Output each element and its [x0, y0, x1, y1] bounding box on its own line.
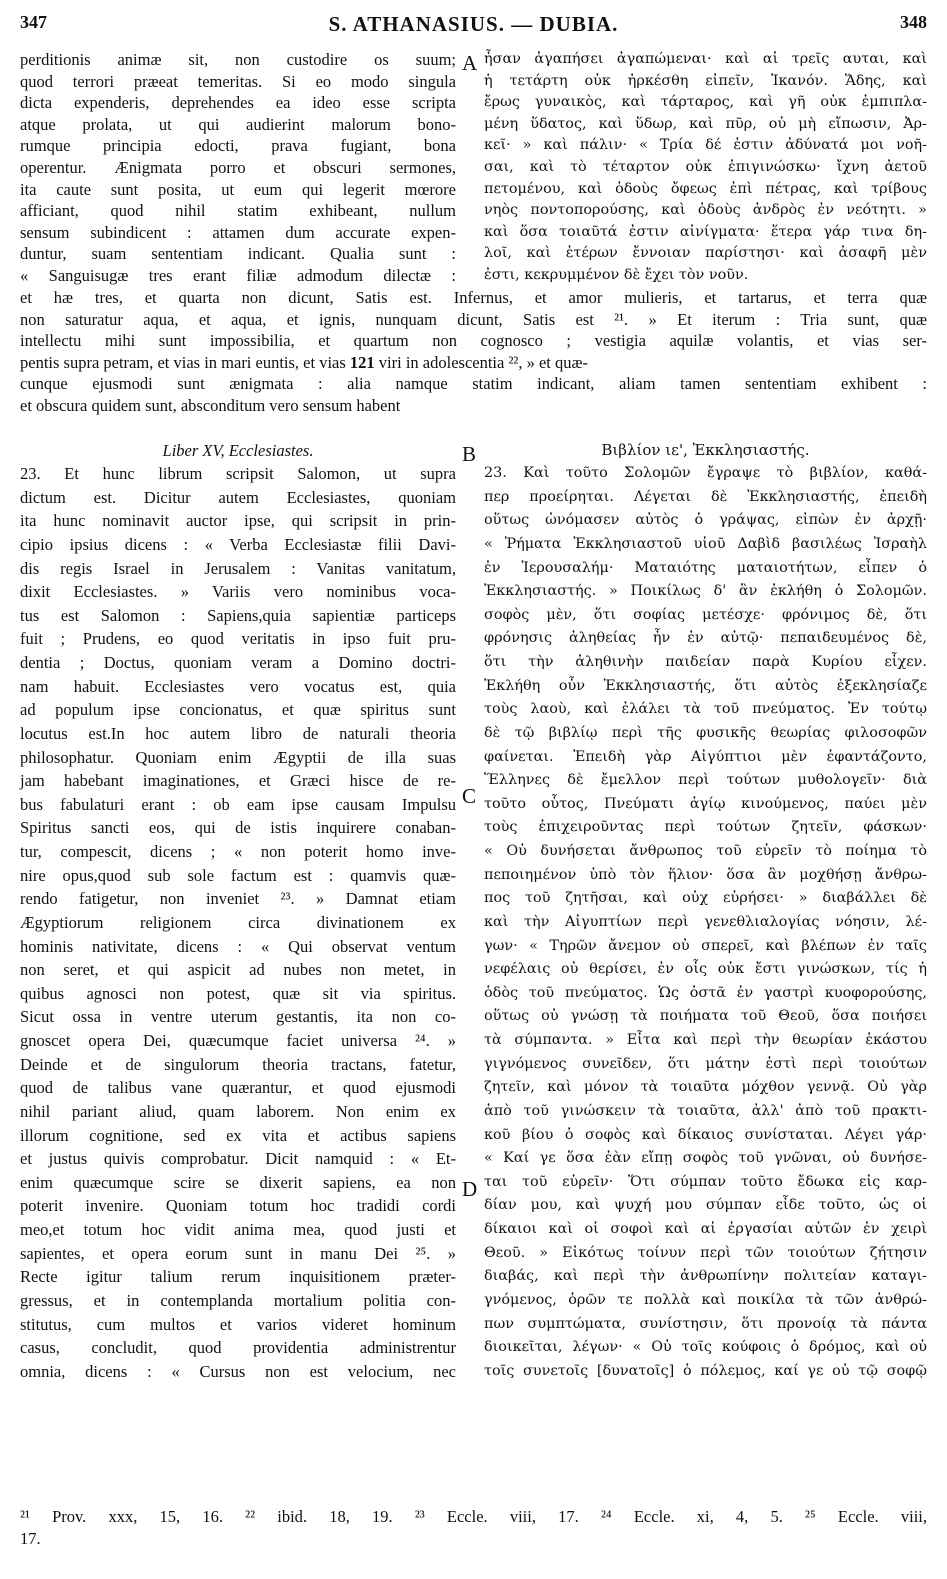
text-line: [20, 352, 927, 374]
text-line: enim quæcumque scire se dixerit sapiens, ea non: [20, 1172, 456, 1192]
text-line: σαι, καὶ τὸ τέταρτον οὐκ ἐπιγινώσκω· ἴχνη ἀετοῦ: [484, 158, 927, 175]
text-line: κοῦ βίου ὁ σοφὸς καὶ δίκαιος συνίσταται. Λέγει γάρ·: [484, 1126, 927, 1143]
text-line: tur, compescit, dicens ; « non poterit homo inve-: [20, 842, 456, 861]
text-line: τοὺς λαοὺ, καὶ ἐλάλει τὰ τοῦ πνεύματος. Ἐν τούτῳ: [484, 701, 927, 718]
text-line: νεφέλαις οὐ θερίσει, ἐν οἷς οὐκ ἔστι γινώσκων, τίς ἡ: [484, 961, 927, 978]
text-line: non seret, et qui aspicit ad nubes non metet, in: [20, 960, 456, 980]
text-line: Ἐκλήθη οὖν Ἐκκλησιαστής, ὅτι αὐτὸς ἐξεκλησίαζε: [484, 677, 927, 694]
text-line: dixit Ecclesiastes. » Variis vero nominibus voca-: [20, 582, 456, 602]
text-line: quod terrori præeat temeritas. Si eo modo singula: [20, 71, 456, 91]
latin-section-title: Liber XV, Ecclesiastes.: [162, 441, 314, 460]
text-line: locutus est.In hoc autem libro de naturali theoria: [20, 723, 456, 743]
text-line: dentia ; Doctus, quoniam veram a Domino doctri-: [20, 653, 456, 672]
text-line: tus est Salomon : Sapiens,quia sapientiæ particeps: [20, 605, 456, 625]
text-line: et obscura quidem sunt, absconditum vero sensum habent: [20, 395, 401, 415]
text-line: stitutus, cum multos et varios videret hominum: [20, 1314, 456, 1334]
text-line: Ἕλληνες δὲ ἔμελλον περὶ τούτων μυθολογεῖν· διὰ: [484, 772, 927, 789]
text-line: gressus, et in contemplanda mortalium politia con-: [20, 1290, 456, 1310]
text-line: perditionis animæ sit, non custodire os suum;: [20, 50, 456, 69]
text-line: πος τοῦ ζητῆσαι, καὶ οὐχ εὑρήσει· » διαβάλλει δὲ: [484, 890, 927, 907]
text-line: bus fabulaturi erant : ob eam ipse causam Impulsu: [20, 794, 456, 814]
text-line: atque prolata, ut qui audierint malorum bono-: [20, 114, 456, 134]
text-line: « Καί γε ὅσα ἐὰν εἴπῃ σοφὸς τοῦ γνῶναι, οὐ δυνήσε-: [484, 1150, 927, 1167]
greek-column-a: [484, 49, 927, 287]
running-title: S. ATHANASIUS. — DUBIA.: [328, 12, 619, 36]
footnote-line: 17.: [20, 1529, 41, 1548]
text-line: intellectu mihi sunt impossibilia, et quartum non cognosco ; vestigia aquilæ volantis, et vias ser-: [20, 331, 927, 351]
page-header: [20, 12, 927, 42]
text-line: ζητεῖν, καὶ μόνον τὰ τοιαῦτα μόχθον γεννᾷ. Οὐ γὰρ: [484, 1079, 927, 1096]
text-line: nihil pariant aliud, quam laborem. Non enim ex: [20, 1101, 456, 1121]
text-line: λοῖ, καὶ ἑτέρων ἔννοιαν παρίστησι· καὶ ἀσαφῆ μὲν: [484, 245, 927, 262]
text-line: rendo fatigetur, non inveniet ²³. » Damnat etiam: [20, 889, 456, 909]
text-line: rumque principia edocti, prava fugiant, bona: [20, 136, 456, 156]
text-line: φρόνησις ἀληθείας ἦν ἐν αὐτῷ· πεπαιδευμένος δὲ,: [484, 630, 927, 647]
text-line: μένη ὕδατος, καὶ ὕδωρ, καὶ πῦρ, οὐ μὴ εἴπωσιν, Ἀρ-: [484, 115, 927, 132]
text-line: poterit invenire. Quoniam totum hoc tradidi cordi: [20, 1196, 456, 1216]
text-line: πεποιημένον ὑπὸ τὸν ἥλιον· ὅσα ἂν μοχθήσῃ ἄνθρω-: [484, 866, 927, 883]
text-line: operentur. Ænigmata porro et obscuri sermones,: [20, 157, 456, 177]
text-line: ad populum ipse concionatus, et quæ spiritus sunt: [20, 700, 456, 720]
text-line: Sicut ossa in ventre uterum gestantis, ita non co-: [20, 1007, 456, 1027]
column-number: 121: [349, 352, 375, 372]
text-fragment: viri in adolescentia ²², » et quæ-: [378, 352, 589, 372]
text-line: cunque ejusmodi sunt ænigmata : alia namque statim indicant, aliam tamen sententiam exhibent :: [20, 374, 927, 394]
text-line: οὕτως ὠνόμασεν αὐτὸς ὁ γράψας, εἰπὼν ἐν ἀρχῇ·: [484, 512, 927, 529]
text-line: philosophatur. Quoniam enim Ægyptii de illa suas: [20, 747, 456, 767]
text-line: Recte igitur talium rerum inquisitionem præter-: [20, 1267, 456, 1287]
text-line: Deinde et de singulorum theoria tractans, fatetur,: [20, 1054, 456, 1074]
latin-column-a: [20, 49, 456, 287]
text-line: νηὸς ποντοπορούσης, καὶ ὁδοὺς ἀνδρὸς ἐν νεότητι. »: [484, 202, 927, 219]
text-line: meo,et totum hoc vidit anima mea, quod justi et: [20, 1220, 456, 1239]
page-number-left: 347: [20, 12, 47, 32]
text-line: τοῦτο οὗτος, Πνεύματι ἁγίῳ κινούμενος, παύει μὲν: [484, 795, 927, 812]
text-line: πων συμπτώματα, συνίστησιν, ὅτι προνοίᾳ τὰ πάντα: [484, 1315, 927, 1332]
text-line: ἐν Ἱερουσαλήμ· Ματαιότης ματαιοτήτων, εἶπεν ὁ: [484, 559, 927, 576]
text-line: Θεοῦ. » Εἰκότως τοίνυν περὶ τῶν τοιούτων ζήτησιν: [484, 1244, 927, 1261]
text-line: « Οὐ δυνήσεται ἄνθρωπος τοῦ εὑρεῖν τὸ ποίημα τὸ: [484, 843, 927, 859]
text-line: et justus quivis comprobatur. Dicit namquid : « Et-: [20, 1149, 456, 1169]
greek-section-title: Βιβλίον ιε', Ἐκκλησιαστής.: [601, 441, 810, 459]
text-line: σοφὸς μὲν, ὅτι σοφίας μετέσχε· φρόνιμος δὲ, ὅτι: [484, 606, 927, 623]
text-line: duntur, suam sententiam indicant. Qualia sunt :: [20, 244, 456, 264]
text-line: ita hunc nominavit auctor ipse, qui scripsit in prin-: [20, 511, 456, 531]
text-line: sensum subindicent : attamen dum accurate expen-: [20, 222, 456, 242]
text-line: « Sanguisugæ tres erant filiæ admodum dilectæ :: [20, 265, 456, 285]
page-number-right: 348: [900, 12, 927, 32]
text-line: ἦσαν ἀγαπήσει ἀγαπώμεναι· καὶ αἱ τρεῖς αυται, καὶ: [484, 51, 927, 67]
text-line: 23. Καὶ τοῦτο Σολομῶν ἔγραψε τὸ βιβλίον, καθά-: [484, 465, 927, 481]
text-line: jam habebant imaginationes, et Græci hisce de re-: [20, 771, 456, 791]
text-line: ὁδὸς τοῦ πνεύματος. Ὡς ὀστᾶ ἐν γαστρὶ κυοφορούσης,: [484, 984, 927, 1001]
text-line: hominis nativitate, dicens : « Qui observat ventum: [20, 936, 456, 956]
text-line: et hæ tres, et quarta non dicunt, Satis est. Infernus, et amor mulieris, et tartarus, et terra quæ: [20, 288, 927, 307]
text-line: « Ῥήματα Ἐκκλησιαστοῦ υἱοῦ Δαβὶδ βασιλέως Ἰσραὴλ: [484, 535, 927, 552]
text-line: omnia, dicens : « Cursus non est velocium, nec: [20, 1361, 456, 1381]
latin-column-b: [20, 462, 456, 1383]
text-line: casus, concludit, quod providentia administrentur: [20, 1338, 456, 1358]
text-line: κεῖ· » καὶ πάλιν· « Τρία δέ ἐστιν ἀδύνατά μοι νοῆ-: [484, 137, 927, 154]
footnotes: [20, 1506, 927, 1550]
text-line: γων· « Τηρῶν ἄνεμον οὐ σπερεῖ, καὶ βλέπων ἐν ταῖς: [484, 937, 927, 954]
text-line: καὶ ὅσα τοιαῦτά ἐστιν αἰνίγματα· ἕτερα γάρ τινα δη-: [484, 223, 927, 240]
text-line: Ἐκκλησιαστής. » Ποικίλως δ' ἂν ἐκλήθη ὁ Σολομῶν.: [484, 583, 927, 600]
text-line: τὰ σύμπαντα. » Εἶτα καὶ περὶ τὴν θεωρίαν ἑκάστου: [484, 1032, 927, 1048]
greek-column-b: [484, 462, 927, 1383]
text-line: ται τοῦ εὑρεῖν· Ὅτι σύμπαν τοῦτο ἔδωκα εἰς καρ-: [484, 1173, 927, 1190]
text-line: διοικεῖται, λέγων· « Οὐ τοῖς κούφοις ὁ δρόμος, καὶ οὐ: [484, 1339, 927, 1356]
text-line: Spiritus sancti eos, qui de istis inquirere conaban-: [20, 818, 456, 838]
text-line: afficiant, quod nihil statim exhibeant, nullum: [20, 201, 456, 221]
text-line: ἔρως γυναικὸς, καὶ τάρταρος, καὶ γῆ οὐκ ἐμπιπλα-: [484, 94, 927, 111]
text-line: ὅτι τὴν ἀληθινὴν παιδείαν παρὰ Κυρίου εἶχεν.: [484, 654, 927, 670]
column-marker-b: B: [462, 442, 477, 466]
footnote-line: ²¹ Prov. xxx, 15, 16. ²² ibid. 18, 19. ²³ Eccle. viii, 17. ²⁴ Eccle. xi, 4, 5. ²⁵ Eccle. viii,: [20, 1507, 927, 1526]
text-line: δὲ τῷ βιβλίῳ περὶ τῆς φυσικῆς θεωρίας φιλοσοφῶν: [484, 724, 927, 741]
text-line: sapientes, et opera eorum sunt in manu Dei ²⁵. »: [20, 1243, 456, 1263]
text-line: gnoscet opera Dei, quæcumque faciet universa ²⁴. »: [20, 1031, 456, 1050]
text-line: ita caute sunt posita, ut eum qui legerit mœrore: [20, 179, 456, 199]
text-line: ἐστι, κεκρυμμένον δὲ ἔχει τὸν νοῦν.: [484, 266, 749, 283]
text-line: cipio ipsius dicens : « Verba Ecclesiastæ filii Davi-: [20, 534, 456, 554]
text-line: quibus agnosci non potest, quæ sit via spiritus.: [20, 983, 456, 1003]
latin-full-width: [20, 287, 927, 417]
text-line: τοῖς συνετοῖς [δυνατοῖς] ὁ πόλεμος, καί γε οὐ τῷ σοφῷ: [484, 1362, 927, 1379]
text-line: dis regis Israel in Jerusalem : Vanitas vanitatum,: [20, 558, 456, 578]
text-line: dictum est. Dicitur autem Ecclesiastes, quoniam: [20, 487, 456, 507]
text-line: καὶ τὴν Αἰγυπτίων περὶ γενεθλιαλογίας νόησιν, λέ-: [484, 913, 927, 930]
text-line: ἀπὸ τοῦ γινώσκειν τὰ τοιαῦτα, ἀλλ' ἀπὸ τοῦ πρακτι-: [484, 1102, 927, 1119]
text-line: διαβάς, καὶ περὶ τὴν ἀνθρωπίνην πολιτείαν καταγι-: [484, 1268, 927, 1285]
text-line: illorum cognitione, sed ex vita et actibus sapiens: [20, 1125, 456, 1145]
column-marker-a: A: [462, 51, 478, 75]
text-line: γνόμενος, ὁρῶν τε πολλὰ καὶ ποικίλα τὰ τῶν ἀνθρώ-: [484, 1291, 927, 1308]
text-line: ἡ τετάρτη οὐκ ἠρκέσθη εἰπεῖν, Ἱκανόν. Ἅδης, καὶ: [484, 72, 927, 89]
text-line: dicta expenderis, deprehendes ea ideo esse scripta: [20, 93, 456, 113]
column-marker-d: D: [462, 1177, 478, 1201]
text-line: non saturatur aqua, et aqua, et ignis, nunquam dicunt, Satis est ²¹. » Et iterum : Tria sunt, quæ: [20, 309, 927, 329]
text-line: φαίνεται. Ἐπειδὴ γὰρ Αἰγύπτιοι μὲν ἐφαντάζοντο,: [484, 748, 927, 765]
text-line: fuit ; Prudens, eo quod veritatis in ipso fuit pru-: [20, 629, 456, 649]
text-line: τοὺς ἐπιχειροῦντας περὶ τούτων ζητεῖν, φάσκων·: [484, 819, 927, 836]
text-line: δίκαιοι καὶ οἱ σοφοὶ καὶ αἱ ἐργασίαι αὐτῶν ἐν χειρὶ: [484, 1221, 927, 1237]
text-line: περ προείρηται. Λέγεται δὲ Ἐκκλησιαστής, ἐπειδὴ: [484, 488, 927, 505]
text-line: nam habuit. Ecclesiastes vero vocatus est, quia: [20, 676, 456, 696]
text-line: οὕτως οὐ γνώσῃ τὰ ποιήματα τοῦ Θεοῦ, ὅσα ποιήσει: [484, 1008, 927, 1025]
text-line: 23. Et hunc librum scripsit Salomon, ut supra: [20, 464, 456, 483]
text-line: nire opus,quod sub sole factum est : quamvis quæ-: [20, 865, 456, 885]
text-line: γιγνόμενος συνεῖδεν, ὅτι μάτην ἐστὶ περὶ τοιούτων: [484, 1055, 927, 1072]
text-line: δίαν μου, καὶ ψυχή μου σύμπαν εἶδε τοῦτο, ὡς οἱ: [484, 1197, 927, 1214]
text-line: πετομένου, καὶ ὁδοὺς ὄφεως ἐπὶ πέτρας, καὶ τρίβους: [484, 180, 927, 197]
text-line: Ægyptiorum religionem circa divinationem ex: [20, 912, 456, 932]
text-fragment: pentis supra petram, et vias in mari euntis, et vias: [20, 352, 346, 372]
text-line: quod de talibus vane quærantur, et quod ejusmodi: [20, 1078, 456, 1098]
column-marker-c: C: [462, 784, 477, 808]
